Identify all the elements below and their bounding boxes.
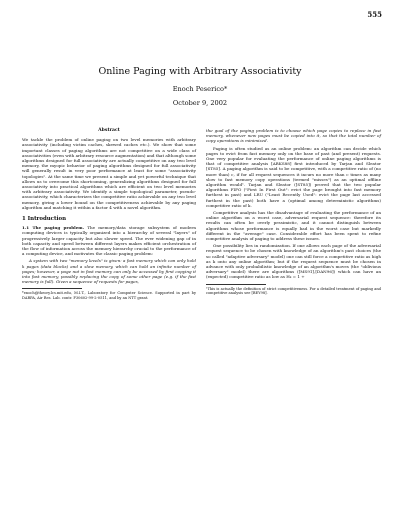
worst-case-paragraph: Competitive analysis has the disadvantage of evaluating the performance of an online algorithm on a worst case, adversarial request sequence: therefore its results can often be overly pessimistic, and it cannot distinguish between algorithms whose performance is equally bad in the worst case but markedly different in the "average" case. Considerable effort has been spent to refine competitive analysis of paging to address these issues. — [206, 210, 381, 242]
randomization-paragraph: One possibility lies in randomization. If one allows each page of the adversarial request sequence to be chosen with knowledge of an algorithm's past choices (the so called "adaptive adversary" model) one can still force a competitive ratio as high as k onto any online algorithm; but if the request sequence must be chosen in advance with only probabilistic knowledge of an algorithm's moves (the "oblivious adversary" model) there are algorithms ([MS91],[DAN96]) which can have an (expected) competitive ratio as low as Hₖ = 1 + — [206, 243, 381, 280]
right-column — [206, 128, 381, 298]
section-heading-introduction: 1 Introduction — [22, 216, 67, 223]
author-name: Enoch Peserico* — [172, 85, 228, 93]
intro-paragraph-text: The memory/data storage subsystem of modern computing devices is typically organized into a hierarchy of several "layers" of progressively larger capacity but also slower speed. The ever widening gap of in both capacity and speed between different layers makes efficient orchestration of the flow of information across the memory hierarchy crucial to the performance of a computing device, and motivates the classic paging problem: — [22, 225, 197, 257]
intro-paragraph — [22, 225, 196, 256]
subsection-heading-paging-problem: 1.1 The paging problem. — [22, 225, 85, 231]
paper-title: Online Paging with Arbitrary Associativity — [98, 66, 302, 77]
abstract-text: We tackle the problem of online paging on two level memories with arbitrary associativity (including victim caches, skewed caches etc.). We show that some important classes of paging algorithms are not competitive on a wide class of associativities (even with arbitrary resource augmentation) and that although some algorithms designed for full associativity are actually competitive on any two level memory, the myopic behavior of paging algorithms designed for full associativity will generally result in very poor performance at least for some "associativity topologies". At the same time we present a simple and yet powerful technique that allows us to overcome this shortcoming, generalizing algorithms designed for full associativity into practical algorithms which are efficient on two level memories with arbitrary associativity. We identify a simple topological parameter, pseudo-associativity, which characterizes the competitive ratio achievable on any two level memory, giving a lower bound on the competitiveness achievable by any paging algorithm and matching it within a factor 4 with a novel algorithm. — [22, 137, 196, 210]
left-column — [22, 128, 196, 302]
problem-definition-continued: the goal of the paging problem is to choose which page copies to replace in fast memory, whenever new pages must be copied into it, so that the total number of copy operations is minimized. — [206, 128, 381, 144]
page-number: 555 — [367, 10, 382, 19]
author-footnote: *enoch@theory.lcs.mit.edu, M.I.T., Laboratory for Computer Science. Supported in part by DARPA, Air Res. Lab. contr. F30602-99-2-0511, and by an NTT grant. — [22, 291, 196, 300]
publication-date: October 9, 2002 — [172, 99, 228, 107]
competitive-analysis-paragraph: Paging is often studied as an online problem: an algorithm can decide which pages to evict from fast memory only on the base of past (and present) requests. One very popular for evaluating the performance of online paging algorithms is that of competitive analysis [ARKS88] first introduced by Tarjan and Sleator [ST85]. A paging algorithm is said to be competitive, with a competitive ratio of (no more than) c, if for all request sequences it incurs no more than c times as many slow to fast memory copy operations (termed "misses") as an optimal offline algorithm would¹. Tarjan and Sleator ([ST85]) proved that the two popular algorithms FIFO ("First In First Out": evict the page brought into fast memory furthest in past) and LRU ("Least Recently Used": evict the page last accessed furthest in the past) both have a (optimal among deterministic algorithms) competitive ratio of k. — [206, 145, 381, 208]
competitiveness-footnote: ¹This is actually the definition of strict competitiveness. For a detailed treatment of paging and competitive analysis see [BEY98]. — [206, 286, 381, 296]
problem-definition: A system with two "memory levels" is given: a fast memory which can only hold k pages (data blocks) and a slow memory, which can hold an infinite number of pages; however, a page not in fast memory can only be accessed by first copying it into fast memory, possibly replacing the copy of some other page (e.g. if the fast memory is full). Given a sequence of requests for pages, — [22, 258, 196, 285]
abstract-heading: Abstract — [98, 128, 120, 133]
footnote-rule-left — [22, 288, 82, 289]
footnote-rule-right — [206, 284, 266, 285]
